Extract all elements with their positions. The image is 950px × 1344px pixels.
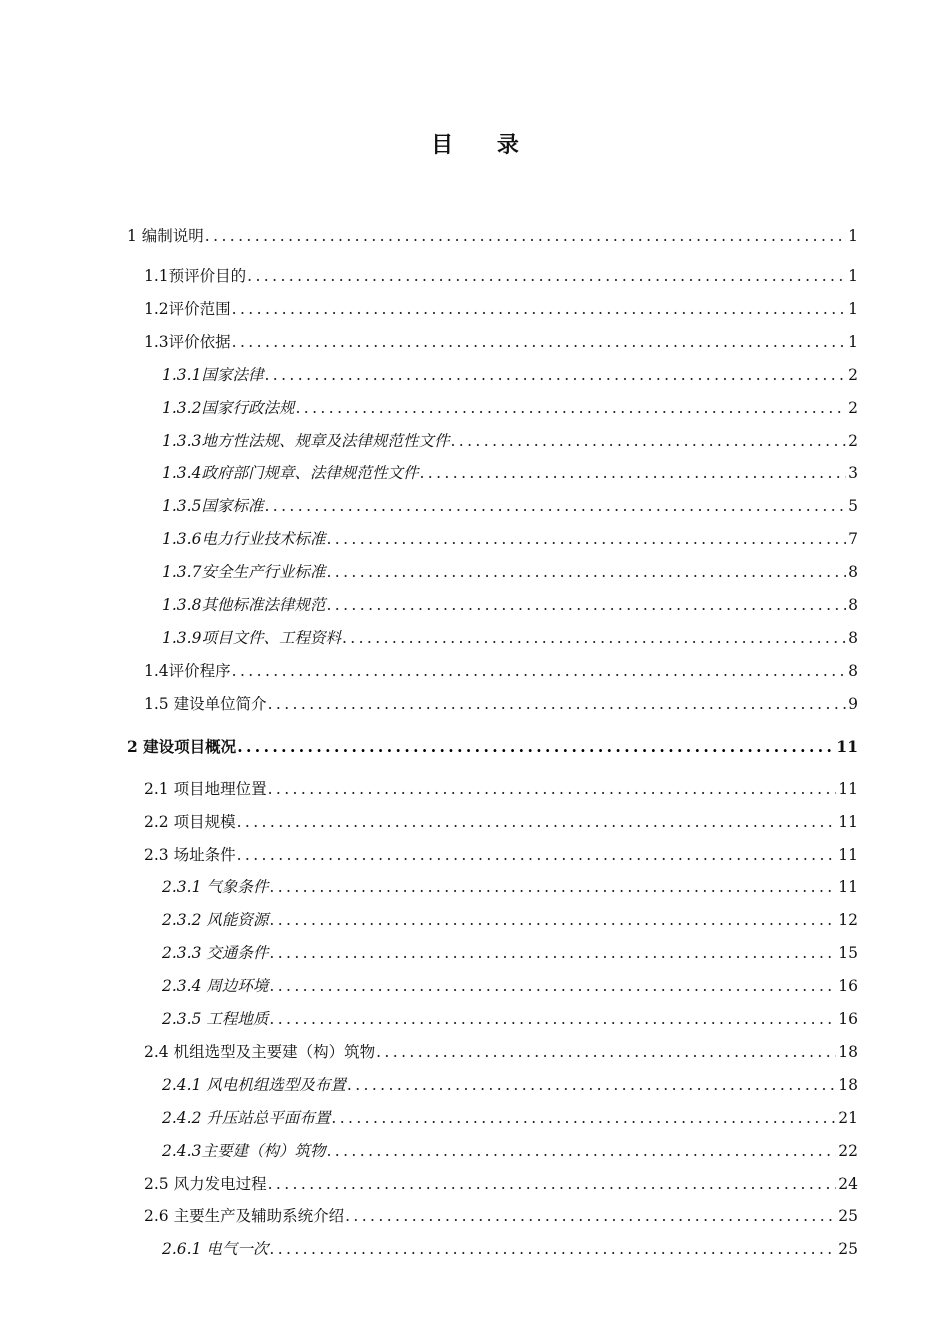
toc-entry-title: 2.3.5 工程地质 [162,1010,269,1028]
toc-entry-title: 2 建设项目概况 [127,736,237,756]
toc-dot-leader [268,694,847,714]
toc-dot-leader [295,398,846,418]
toc-entry[interactable] [162,390,858,418]
toc-entry[interactable] [144,837,858,865]
toc-entry[interactable] [162,1133,858,1161]
toc-entry[interactable] [144,291,858,319]
toc-entry[interactable] [162,587,858,615]
toc-dot-leader [269,910,836,930]
toc-entry-title: 1.3.4政府部门规章、法律规范性文件 [162,464,419,483]
toc-page-number: 11 [838,812,858,831]
toc-page-number: 21 [838,1108,858,1127]
toc-entry[interactable] [127,218,858,246]
toc-entry-title: 2.4.1 风电机组选型及布置 [162,1075,346,1094]
toc-entry-title: 1.5 建设单位简介 [144,694,267,713]
toc-entry[interactable] [162,423,858,451]
toc-dot-leader [268,1174,837,1194]
toc-page-number: 18 [838,1075,858,1094]
toc-entry[interactable] [127,729,858,757]
toc-page-number: 5 [848,497,858,516]
toc-dot-leader [269,943,836,963]
toc-page-number: 24 [838,1174,858,1193]
toc-page-number: 2 [848,398,858,417]
toc-entry[interactable] [144,653,858,681]
toc-page-number: 8 [848,563,858,582]
toc-entry[interactable] [144,1166,858,1194]
toc-page-number: 12 [838,911,858,930]
toc-entry[interactable] [144,1198,858,1226]
toc-entry[interactable] [162,521,858,549]
toc-entry[interactable] [162,869,858,897]
toc-entry-title: 1.3评价依据 [144,332,231,351]
toc-dot-leader [237,845,837,865]
toc-entry[interactable] [162,902,858,930]
toc-entry-title: 2.3.3 交通条件 [162,944,269,963]
toc-entry[interactable] [144,1034,858,1062]
toc-dot-leader [450,431,846,451]
toc-entry[interactable] [162,1001,858,1029]
toc-entry-title: 2.4.3主要建（构）筑物 [162,1141,326,1160]
toc-page-number: 8 [848,596,858,614]
toc-entry-title: 1.3.5国家标准 [162,497,264,516]
toc-entry[interactable] [162,1231,858,1259]
toc-entry-title: 2.3.4 周边环境 [162,977,269,996]
toc-page-number: 11 [836,736,858,756]
toc-dot-leader [205,226,846,246]
toc-entry-title: 2.2 项目规模 [144,812,236,831]
toc-dot-leader [264,496,846,516]
toc-entry-title: 2.5 风力发电过程 [144,1174,267,1193]
toc-entry[interactable] [162,488,858,516]
toc-page-number: 2 [848,431,858,450]
toc-page-number: 18 [838,1042,858,1061]
toc-entry-title: 1.4评价程序 [144,661,231,680]
toc-dot-leader [269,877,836,897]
toc-page-number: 9 [848,694,858,713]
toc-page-number: 7 [848,530,858,549]
toc-dot-leader [331,1108,836,1128]
toc-entry-title: 1.3.3地方性法规、规章及法律规范性文件 [162,431,450,450]
toc-page-number: 1 [848,299,858,318]
toc-dot-leader [342,628,846,648]
toc-page-number: 22 [838,1141,858,1160]
toc-entry[interactable] [162,968,858,996]
toc-dot-leader [269,1239,836,1259]
toc-page-number: 25 [838,1207,858,1226]
toc-entry-title: 1.2评价范围 [144,299,231,318]
toc-dot-leader [237,737,834,757]
toc-dot-leader [232,299,846,319]
toc-dot-leader [237,812,837,832]
toc-entry-title: 1.3.7安全生产行业标准 [162,563,326,582]
toc-entry-title: 2.3 场址条件 [144,845,236,864]
toc-dot-leader [269,1009,836,1029]
toc-dot-leader [326,529,846,549]
toc-entry-title: 1.3.2国家行政法规 [162,398,295,417]
toc-page-number: 2 [848,365,858,384]
toc-entry[interactable] [162,357,858,385]
toc-page-number: 1 [848,227,858,245]
toc-entry-title: 2.6.1 电气一次 [162,1240,269,1259]
toc-entry[interactable] [162,620,858,648]
toc-entry[interactable] [144,804,858,832]
toc-dot-leader [419,463,846,483]
toc-entry[interactable] [144,686,858,714]
toc-entry-title: 1.3.1国家法律 [162,365,264,384]
toc-dot-leader [232,661,846,681]
toc-entry-title: 2.3.1 气象条件 [162,878,269,897]
toc-page-number: 16 [838,977,858,996]
toc-dot-leader [232,332,846,352]
toc-page-number: 3 [848,464,858,483]
toc-entry-title: 2.4.2 升压站总平面布置 [162,1108,331,1127]
toc-entry-title: 2.4 机组选型及主要建（构）筑物 [144,1042,376,1061]
toc-dot-leader [326,1141,836,1161]
toc-page-number: 15 [838,944,858,963]
toc-entry[interactable] [144,771,858,799]
page-title: 目 录 [431,133,537,158]
toc-entry[interactable] [162,935,858,963]
toc-page-number: 8 [848,661,858,680]
toc-entry-title: 1.3.9项目文件、工程资料 [162,628,341,647]
toc-entry-title: 1.1预评价目的 [144,267,247,285]
toc-entry-title: 1.3.6电力行业技术标准 [162,530,326,549]
toc-dot-leader [269,976,836,996]
toc-entry-title: 2.1 项目地理位置 [144,779,267,798]
toc-entry-title: 1.3.8其他标准法律规范 [162,596,326,614]
toc-page-number: 1 [848,332,858,351]
toc-entry[interactable] [162,1100,858,1128]
toc-dot-leader [247,266,846,286]
toc-entry[interactable] [144,258,858,286]
toc-entry-title: 2.6 主要生产及辅助系统介绍 [144,1207,345,1226]
toc-page-number: 1 [848,267,858,285]
toc-entry-title: 1 编制说明 [127,227,204,245]
toc-entry[interactable] [162,455,858,483]
toc-dot-leader [264,365,846,385]
toc-dot-leader [268,779,837,799]
toc-dot-leader [345,1206,836,1226]
toc-page-number: 11 [838,878,858,897]
toc-dot-leader [376,1042,836,1062]
toc-page-number: 11 [838,779,858,798]
toc-dot-leader [326,595,846,615]
toc-entry[interactable] [162,1067,858,1095]
toc-entry-title: 2.3.2 风能资源 [162,911,269,930]
toc-page-number: 25 [838,1240,858,1259]
toc-dot-leader [347,1075,836,1095]
toc-dot-leader [326,562,846,582]
toc-entry[interactable] [162,554,858,582]
toc-page-number: 8 [848,628,858,647]
toc-page-number: 16 [838,1010,858,1028]
toc-entry[interactable] [144,324,858,352]
toc-page-number: 11 [838,845,858,864]
